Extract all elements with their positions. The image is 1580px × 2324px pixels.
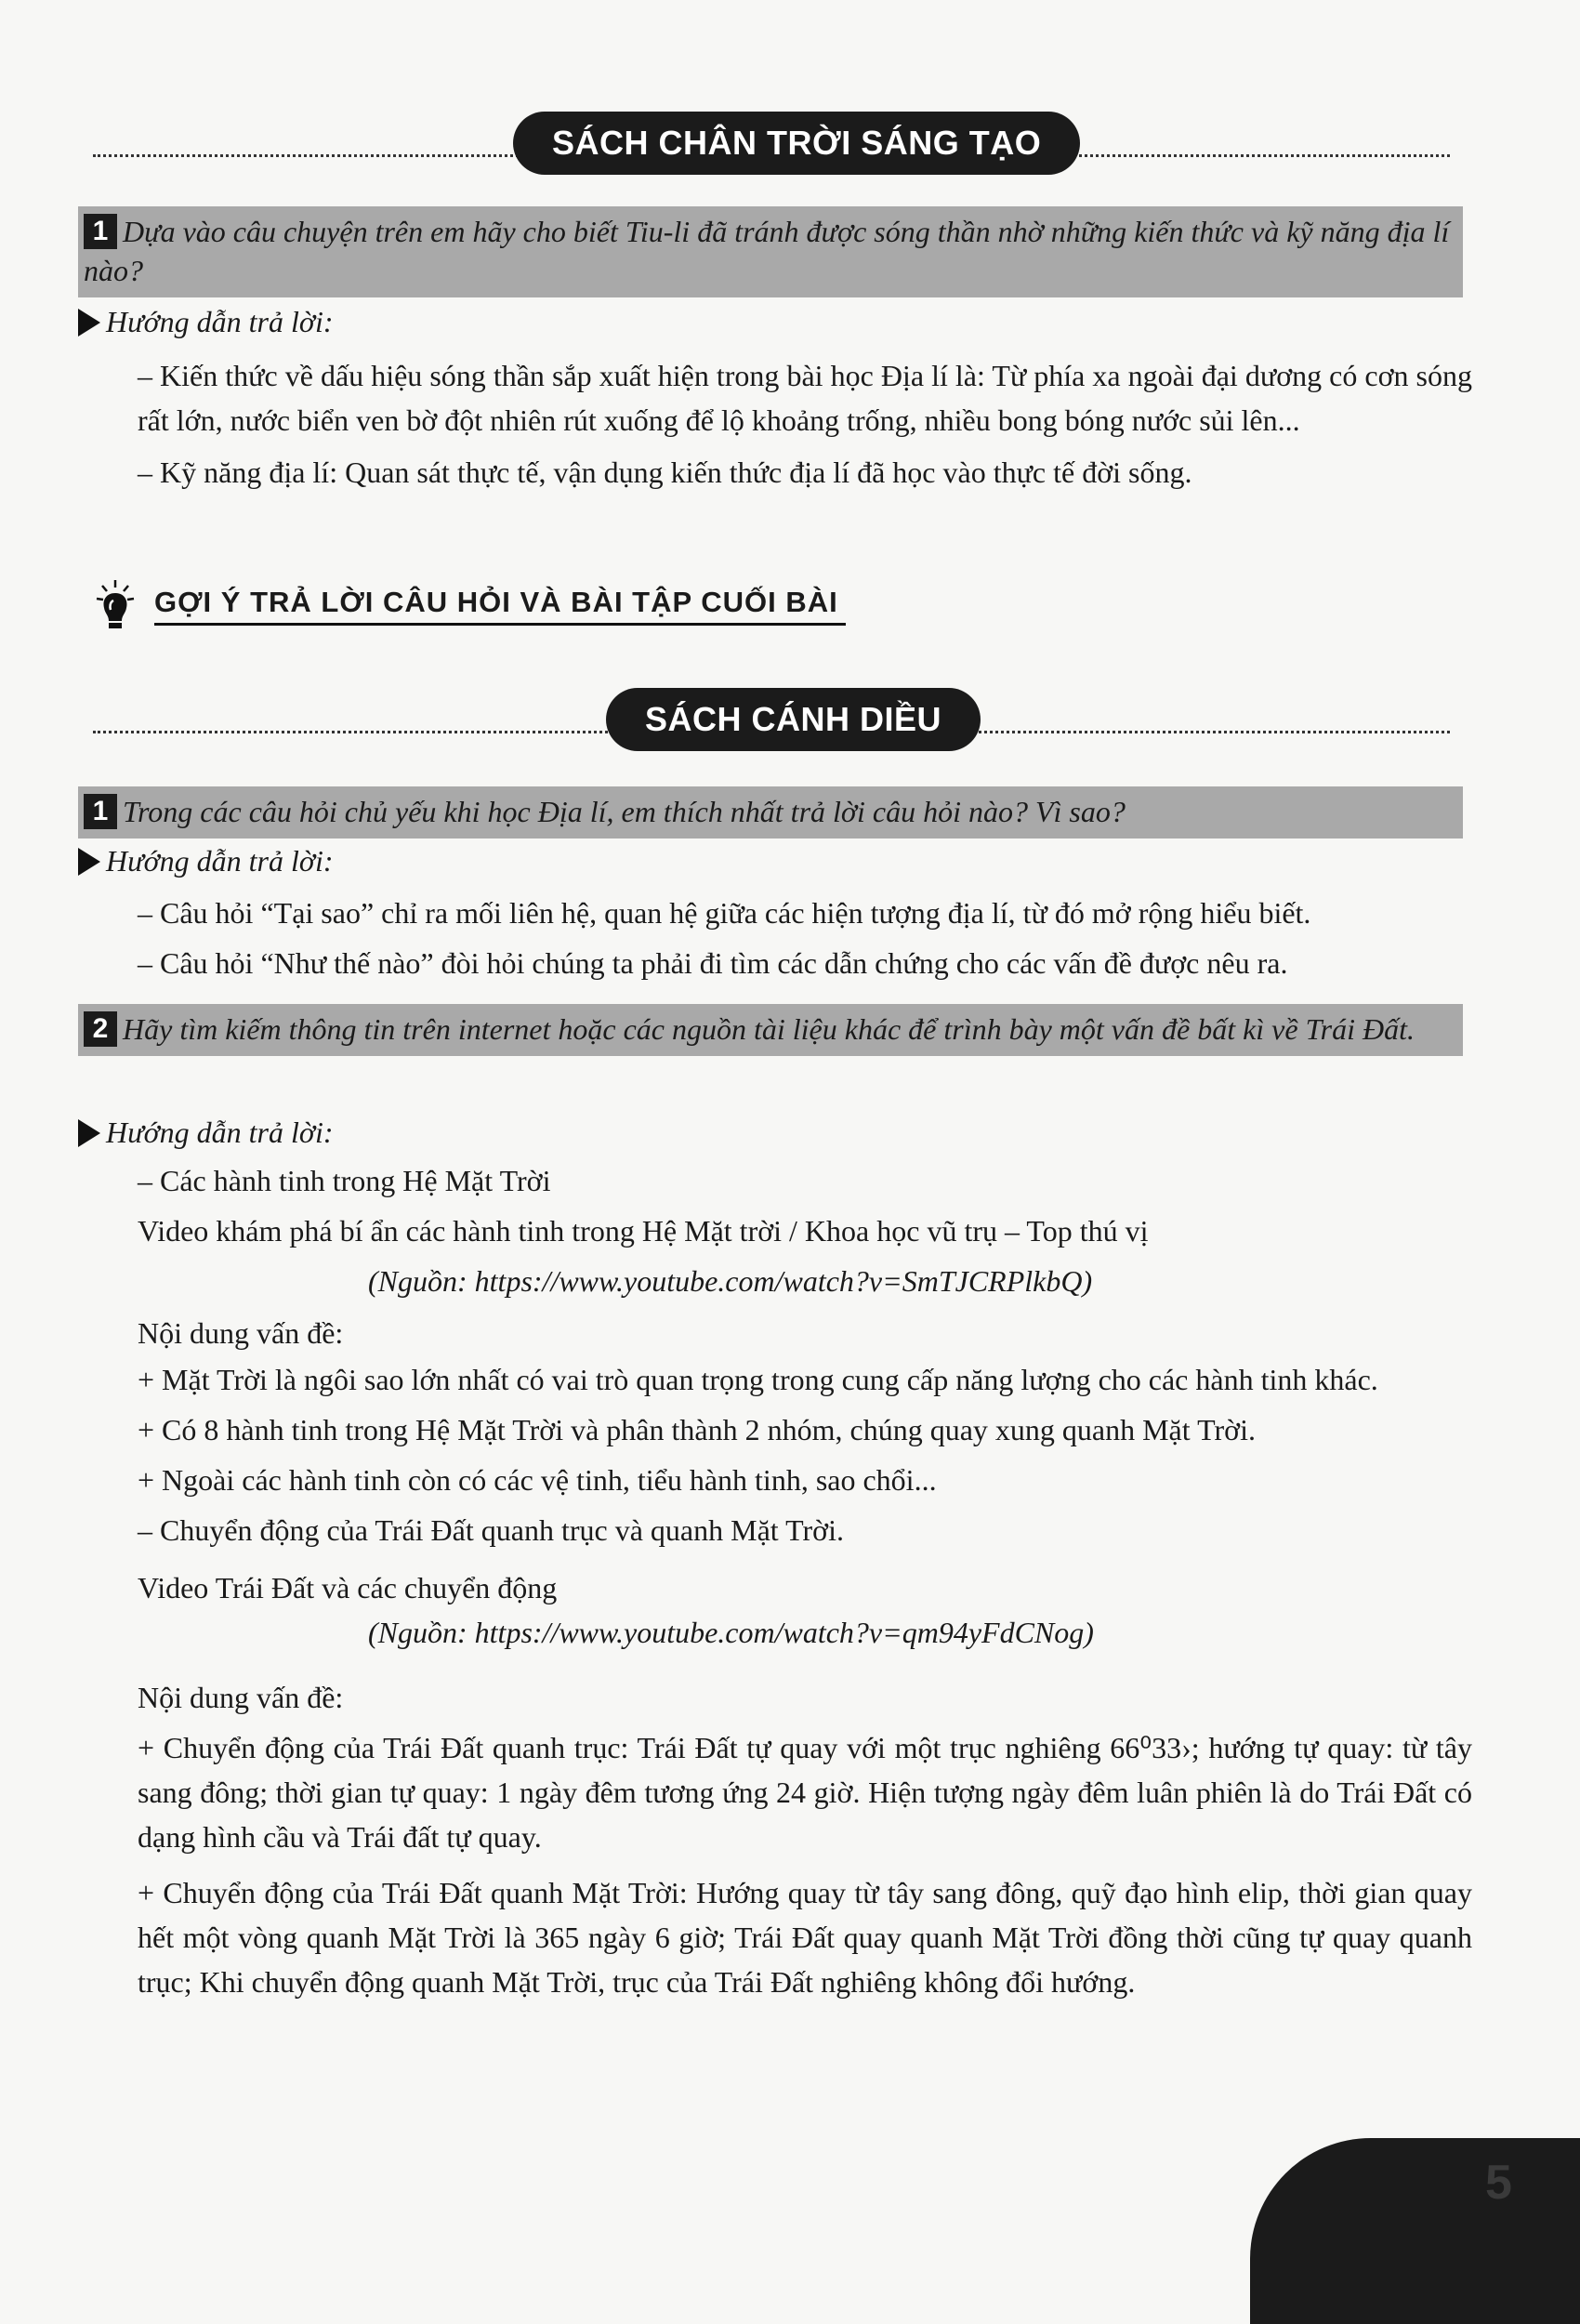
triangle-bullet-icon bbox=[78, 848, 100, 876]
page-number: 5 bbox=[1485, 2156, 1512, 2210]
answer-line: + Chuyển động của Trái Đất quanh Mặt Trời: Hướng quay từ tây sang đông, quỹ đạo hình elip, thời gian quay hết một vòng quanh Mặt Trời là 365 ngày 6 giờ; Trái Đất quay quanh Mặt Trời đồng thời cũng tự quay quanh trục; Khi chuyển động quanh Mặt Trời, trục của Trái Đất nghiêng không đổi hướng. bbox=[138, 1876, 1472, 1999]
section-banner-canh-dieu bbox=[93, 688, 1450, 753]
triangle-bullet-icon bbox=[78, 309, 100, 337]
answer-paragraph bbox=[78, 1870, 1472, 2004]
answer-guide-heading bbox=[78, 303, 334, 340]
book-pill-label: SÁCH CÁNH DIỀU bbox=[606, 688, 981, 751]
source-citation: (Nguồn: https://www.youtube.com/watch?v=qm94yFdCNog) bbox=[368, 1616, 1094, 1649]
question-number: 1 bbox=[84, 794, 117, 829]
answer-line: + Có 8 hành tinh trong Hệ Mặt Trời và phân thành 2 nhóm, chúng quay xung quanh Mặt Trời. bbox=[138, 1413, 1256, 1446]
answer-paragraph bbox=[78, 353, 1472, 442]
answer-guide-heading bbox=[78, 842, 334, 879]
answer-line: – Câu hỏi “Như thế nào” đòi hỏi chúng ta phải đi tìm các dẫn chứng cho các vấn đề được nêu ra. bbox=[138, 946, 1288, 980]
question-box-cd-1 bbox=[78, 786, 1463, 838]
lightbulb-icon bbox=[93, 576, 145, 632]
source-citation: (Nguồn: https://www.youtube.com/watch?v=SmTJCRPlkbQ) bbox=[368, 1264, 1093, 1298]
question-box-ctst-1 bbox=[78, 206, 1463, 297]
question-text: Hãy tìm kiếm thông tin trên internet hoặc các nguồn tài liệu khác để trình bày một vấn đề bất kì về Trái Đất. bbox=[123, 1012, 1415, 1046]
section-banner-chan-troi bbox=[93, 112, 1450, 177]
book-pill-label: SÁCH CHÂN TRỜI SÁNG TẠO bbox=[513, 112, 1080, 175]
answer-guide-heading bbox=[78, 1114, 334, 1151]
question-number: 1 bbox=[84, 214, 117, 249]
question-box-cd-2 bbox=[78, 1004, 1463, 1056]
answer-guide-label: Hướng dẫn trả lời: bbox=[106, 305, 334, 338]
triangle-bullet-icon bbox=[78, 1119, 100, 1147]
answer-paragraph bbox=[78, 1725, 1472, 1859]
question-number: 2 bbox=[84, 1011, 117, 1047]
answer-line: Nội dung vấn đề: bbox=[138, 1681, 344, 1714]
answer-line: – Kỹ năng địa lí: Quan sát thực tế, vận dụng kiến thức địa lí đã học vào thực tế đời sống. bbox=[138, 456, 1192, 489]
page-corner-tab bbox=[1250, 2138, 1580, 2324]
section-title: GỢI Ý TRẢ LỜI CÂU HỎI VÀ BÀI TẬP CUỐI BÀI bbox=[154, 586, 846, 626]
answer-line: – Chuyển động của Trái Đất quanh trục và quanh Mặt Trời. bbox=[138, 1513, 844, 1547]
answer-line: – Kiến thức về dấu hiệu sóng thần sắp xuất hiện trong bài học Địa lí là: Từ phía xa ngoài đại dương có cơn sóng rất lớn, nước biển ven bờ đột nhiên rút xuống để lộ khoảng trống, nhiều bong bóng nước sủi lên... bbox=[138, 359, 1472, 437]
answer-line: Nội dung vấn đề: bbox=[138, 1316, 344, 1350]
question-text: Dựa vào câu chuyện trên em hãy cho biết Tiu-li đã tránh được sóng thần nhờ những kiến thức và kỹ năng địa lí nào? bbox=[84, 215, 1450, 287]
answer-line: – Câu hỏi “Tại sao” chỉ ra mối liên hệ, quan hệ giữa các hiện tượng địa lí, từ đó mở rộng hiểu biết. bbox=[138, 896, 1311, 930]
answer-line: – Các hành tinh trong Hệ Mặt Trời bbox=[138, 1164, 551, 1197]
answer-guide-label: Hướng dẫn trả lời: bbox=[106, 844, 334, 878]
question-text: Trong các câu hỏi chủ yếu khi học Địa lí, em thích nhất trả lời câu hỏi nào? Vì sao? bbox=[123, 795, 1126, 828]
answer-line: + Chuyển động của Trái Đất quanh trục: Trái Đất tự quay với một trục nghiêng 66⁰33›; hướng tự quay: từ tây sang đông; thời gian tự quay: 1 ngày đêm tương ứng 24 giờ. Hiện tượng ngày đêm luân phiên là do Trái Đất có dạng hình cầu và Trái đất tự quay. bbox=[138, 1731, 1472, 1854]
answer-line: Video Trái Đất và các chuyển động bbox=[138, 1571, 558, 1604]
answer-line: + Ngoài các hành tinh còn có các vệ tinh, tiểu hành tinh, sao chổi... bbox=[138, 1463, 937, 1497]
answer-line: Video khám phá bí ẩn các hành tinh trong Hệ Mặt trời / Khoa học vũ trụ – Top thú vị bbox=[138, 1214, 1149, 1248]
answer-guide-label: Hướng dẫn trả lời: bbox=[106, 1116, 334, 1149]
answer-line: + Mặt Trời là ngôi sao lớn nhất có vai trò quan trọng trong cung cấp năng lượng cho các hành tinh khác. bbox=[138, 1363, 1378, 1396]
